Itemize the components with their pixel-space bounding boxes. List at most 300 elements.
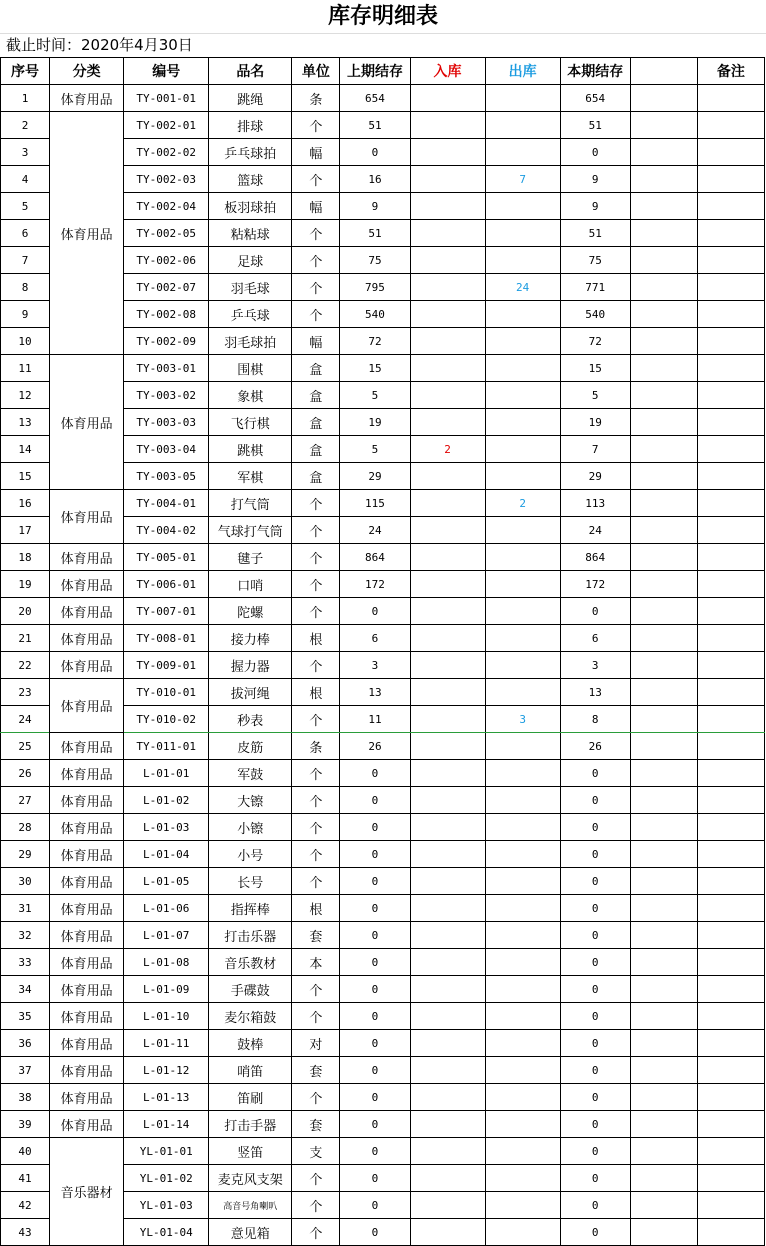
cell-code[interactable]: L-01-14	[124, 1111, 209, 1138]
header-in[interactable]: 入库	[410, 58, 485, 85]
cell-prev-balance[interactable]: 5	[340, 382, 410, 409]
cell-category[interactable]: 体育用品	[50, 1003, 124, 1030]
header-out[interactable]: 出库	[485, 58, 560, 85]
cell-prev-balance[interactable]: 15	[340, 355, 410, 382]
cell-unit[interactable]: 个	[292, 814, 340, 841]
cell-remarks[interactable]	[697, 517, 764, 544]
cell-prev-balance[interactable]: 0	[340, 976, 410, 1003]
cell-in[interactable]	[410, 625, 485, 652]
cell-prev-balance[interactable]: 0	[340, 814, 410, 841]
cell-curr-balance[interactable]: 24	[560, 517, 630, 544]
cell-seq[interactable]: 17	[1, 517, 50, 544]
cell-blank[interactable]	[630, 1084, 697, 1111]
cell-prev-balance[interactable]: 0	[340, 1084, 410, 1111]
cell-code[interactable]: TY-003-01	[124, 355, 209, 382]
cell-out[interactable]	[485, 949, 560, 976]
cell-seq[interactable]: 13	[1, 409, 50, 436]
cell-seq[interactable]: 31	[1, 895, 50, 922]
cell-unit[interactable]: 个	[292, 247, 340, 274]
cell-unit[interactable]: 幅	[292, 139, 340, 166]
cell-seq[interactable]: 34	[1, 976, 50, 1003]
cell-name[interactable]: 气球打气筒	[209, 517, 292, 544]
cell-out[interactable]	[485, 652, 560, 679]
cell-prev-balance[interactable]: 0	[340, 598, 410, 625]
cell-blank[interactable]	[630, 247, 697, 274]
cell-out[interactable]: 2	[485, 490, 560, 517]
cell-curr-balance[interactable]: 771	[560, 274, 630, 301]
cell-unit[interactable]: 个	[292, 706, 340, 733]
cell-remarks[interactable]	[697, 652, 764, 679]
cell-code[interactable]: TY-006-01	[124, 571, 209, 598]
cell-category[interactable]: 体育用品	[50, 571, 124, 598]
cell-code[interactable]: TY-003-03	[124, 409, 209, 436]
cell-curr-balance[interactable]: 6	[560, 625, 630, 652]
cell-code[interactable]: TY-002-01	[124, 112, 209, 139]
cell-curr-balance[interactable]: 9	[560, 193, 630, 220]
cell-curr-balance[interactable]: 13	[560, 679, 630, 706]
cell-unit[interactable]: 幅	[292, 328, 340, 355]
cell-in[interactable]	[410, 760, 485, 787]
cell-in[interactable]	[410, 1030, 485, 1057]
cell-prev-balance[interactable]: 24	[340, 517, 410, 544]
cell-unit[interactable]: 套	[292, 922, 340, 949]
cell-seq[interactable]: 41	[1, 1165, 50, 1192]
cell-seq[interactable]: 16	[1, 490, 50, 517]
cell-blank[interactable]	[630, 652, 697, 679]
cell-in[interactable]	[410, 355, 485, 382]
cell-remarks[interactable]	[697, 382, 764, 409]
cell-prev-balance[interactable]: 0	[340, 1057, 410, 1084]
cell-code[interactable]: L-01-07	[124, 922, 209, 949]
cell-seq[interactable]: 25	[1, 733, 50, 760]
cell-category[interactable]: 体育用品	[50, 895, 124, 922]
cell-curr-balance[interactable]: 0	[560, 1192, 630, 1219]
cell-seq[interactable]: 15	[1, 463, 50, 490]
cell-name[interactable]: 拔河绳	[209, 679, 292, 706]
cell-remarks[interactable]	[697, 409, 764, 436]
cell-seq[interactable]: 42	[1, 1192, 50, 1219]
cell-curr-balance[interactable]: 26	[560, 733, 630, 760]
cell-prev-balance[interactable]: 6	[340, 625, 410, 652]
cell-curr-balance[interactable]: 51	[560, 220, 630, 247]
cell-name[interactable]: 口哨	[209, 571, 292, 598]
cell-name[interactable]: 跳绳	[209, 85, 292, 112]
cell-curr-balance[interactable]: 15	[560, 355, 630, 382]
cell-unit[interactable]: 个	[292, 1165, 340, 1192]
cell-prev-balance[interactable]: 0	[340, 1030, 410, 1057]
cell-seq[interactable]: 1	[1, 85, 50, 112]
cell-seq[interactable]: 2	[1, 112, 50, 139]
cell-out[interactable]	[485, 1084, 560, 1111]
cell-blank[interactable]	[630, 679, 697, 706]
cell-curr-balance[interactable]: 172	[560, 571, 630, 598]
cell-name[interactable]: 手碟鼓	[209, 976, 292, 1003]
cell-unit[interactable]: 个	[292, 544, 340, 571]
cell-name[interactable]: 乒乓球	[209, 301, 292, 328]
cell-prev-balance[interactable]: 51	[340, 220, 410, 247]
cell-out[interactable]	[485, 1138, 560, 1165]
cell-code[interactable]: L-01-04	[124, 841, 209, 868]
cell-curr-balance[interactable]: 113	[560, 490, 630, 517]
cell-out[interactable]	[485, 1003, 560, 1030]
cell-remarks[interactable]	[697, 1219, 764, 1246]
cell-remarks[interactable]	[697, 112, 764, 139]
cell-blank[interactable]	[630, 976, 697, 1003]
cell-code[interactable]: TY-002-09	[124, 328, 209, 355]
cell-out[interactable]: 3	[485, 706, 560, 733]
cell-curr-balance[interactable]: 19	[560, 409, 630, 436]
cell-out[interactable]	[485, 976, 560, 1003]
cell-prev-balance[interactable]: 0	[340, 922, 410, 949]
cell-seq[interactable]: 20	[1, 598, 50, 625]
cell-name[interactable]: 音乐教材	[209, 949, 292, 976]
cell-name[interactable]: 长号	[209, 868, 292, 895]
cell-seq[interactable]: 22	[1, 652, 50, 679]
cell-out[interactable]	[485, 517, 560, 544]
cell-remarks[interactable]	[697, 139, 764, 166]
cell-blank[interactable]	[630, 1138, 697, 1165]
cell-unit[interactable]: 个	[292, 571, 340, 598]
cell-curr-balance[interactable]: 9	[560, 166, 630, 193]
cell-curr-balance[interactable]: 654	[560, 85, 630, 112]
cell-out[interactable]: 7	[485, 166, 560, 193]
cell-seq[interactable]: 43	[1, 1219, 50, 1246]
cell-in[interactable]	[410, 517, 485, 544]
cell-name[interactable]: 大镲	[209, 787, 292, 814]
cell-in[interactable]	[410, 652, 485, 679]
cell-in[interactable]	[410, 247, 485, 274]
cell-remarks[interactable]	[697, 598, 764, 625]
cell-blank[interactable]	[630, 787, 697, 814]
cell-in[interactable]	[410, 193, 485, 220]
cell-out[interactable]	[485, 1165, 560, 1192]
cell-remarks[interactable]	[697, 490, 764, 517]
cell-name[interactable]: 哨笛	[209, 1057, 292, 1084]
cell-in[interactable]	[410, 841, 485, 868]
cell-blank[interactable]	[630, 436, 697, 463]
header-category[interactable]: 分类	[50, 58, 124, 85]
cell-remarks[interactable]	[697, 814, 764, 841]
cell-name[interactable]: 打击乐器	[209, 922, 292, 949]
cell-prev-balance[interactable]: 795	[340, 274, 410, 301]
cell-category[interactable]: 音乐器材	[50, 1138, 124, 1246]
cell-remarks[interactable]	[697, 706, 764, 733]
cell-prev-balance[interactable]: 75	[340, 247, 410, 274]
cell-blank[interactable]	[630, 1111, 697, 1138]
cell-blank[interactable]	[630, 922, 697, 949]
header-seq[interactable]: 序号	[1, 58, 50, 85]
cell-in[interactable]	[410, 1084, 485, 1111]
cell-prev-balance[interactable]: 172	[340, 571, 410, 598]
cell-code[interactable]: L-01-13	[124, 1084, 209, 1111]
cell-curr-balance[interactable]: 0	[560, 868, 630, 895]
cell-code[interactable]: TY-005-01	[124, 544, 209, 571]
cell-seq[interactable]: 27	[1, 787, 50, 814]
cell-prev-balance[interactable]: 51	[340, 112, 410, 139]
cell-curr-balance[interactable]: 0	[560, 1057, 630, 1084]
cell-unit[interactable]: 盒	[292, 436, 340, 463]
cell-blank[interactable]	[630, 598, 697, 625]
cell-out[interactable]	[485, 760, 560, 787]
cell-unit[interactable]: 根	[292, 679, 340, 706]
header-name[interactable]: 品名	[209, 58, 292, 85]
cell-in[interactable]	[410, 490, 485, 517]
cell-prev-balance[interactable]: 5	[340, 436, 410, 463]
cell-seq[interactable]: 7	[1, 247, 50, 274]
cell-in[interactable]	[410, 787, 485, 814]
cell-blank[interactable]	[630, 895, 697, 922]
cell-code[interactable]: TY-002-05	[124, 220, 209, 247]
cell-prev-balance[interactable]: 13	[340, 679, 410, 706]
cell-seq[interactable]: 32	[1, 922, 50, 949]
cell-curr-balance[interactable]: 0	[560, 949, 630, 976]
cell-blank[interactable]	[630, 1003, 697, 1030]
cell-out[interactable]	[485, 247, 560, 274]
cell-remarks[interactable]	[697, 1138, 764, 1165]
cell-name[interactable]: 高音号角喇叭	[209, 1192, 292, 1219]
cell-category[interactable]: 体育用品	[50, 598, 124, 625]
cell-curr-balance[interactable]: 0	[560, 922, 630, 949]
cell-in[interactable]	[410, 139, 485, 166]
cell-name[interactable]: 象棋	[209, 382, 292, 409]
cell-prev-balance[interactable]: 0	[340, 895, 410, 922]
cell-prev-balance[interactable]: 0	[340, 787, 410, 814]
cell-in[interactable]	[410, 1165, 485, 1192]
cell-blank[interactable]	[630, 1219, 697, 1246]
cell-seq[interactable]: 28	[1, 814, 50, 841]
cell-in[interactable]	[410, 598, 485, 625]
cell-prev-balance[interactable]: 0	[340, 139, 410, 166]
cell-remarks[interactable]	[697, 166, 764, 193]
cell-out[interactable]	[485, 436, 560, 463]
cell-name[interactable]: 指挥棒	[209, 895, 292, 922]
cell-in[interactable]	[410, 976, 485, 1003]
cell-seq[interactable]: 9	[1, 301, 50, 328]
cell-blank[interactable]	[630, 193, 697, 220]
cell-seq[interactable]: 26	[1, 760, 50, 787]
cell-seq[interactable]: 11	[1, 355, 50, 382]
cell-prev-balance[interactable]: 0	[340, 1192, 410, 1219]
cell-blank[interactable]	[630, 841, 697, 868]
cell-remarks[interactable]	[697, 625, 764, 652]
cell-remarks[interactable]	[697, 355, 764, 382]
cell-in[interactable]	[410, 166, 485, 193]
cell-unit[interactable]: 盒	[292, 355, 340, 382]
cell-prev-balance[interactable]: 0	[340, 760, 410, 787]
cell-name[interactable]: 飞行棋	[209, 409, 292, 436]
cell-out[interactable]	[485, 544, 560, 571]
cell-out[interactable]	[485, 922, 560, 949]
cell-code[interactable]: L-01-10	[124, 1003, 209, 1030]
cell-out[interactable]	[485, 1219, 560, 1246]
cell-remarks[interactable]	[697, 436, 764, 463]
cell-out[interactable]	[485, 220, 560, 247]
cell-unit[interactable]: 套	[292, 1057, 340, 1084]
cell-name[interactable]: 军鼓	[209, 760, 292, 787]
cell-seq[interactable]: 24	[1, 706, 50, 733]
cell-code[interactable]: YL-01-03	[124, 1192, 209, 1219]
cell-remarks[interactable]	[697, 733, 764, 760]
cell-category[interactable]: 体育用品	[50, 733, 124, 760]
cell-curr-balance[interactable]: 0	[560, 1003, 630, 1030]
cell-name[interactable]: 打气筒	[209, 490, 292, 517]
cell-code[interactable]: TY-003-04	[124, 436, 209, 463]
cell-seq[interactable]: 14	[1, 436, 50, 463]
cell-unit[interactable]: 个	[292, 787, 340, 814]
cell-prev-balance[interactable]: 0	[340, 1219, 410, 1246]
cell-out[interactable]	[485, 301, 560, 328]
cell-name[interactable]: 竖笛	[209, 1138, 292, 1165]
cell-name[interactable]: 军棋	[209, 463, 292, 490]
cell-remarks[interactable]	[697, 85, 764, 112]
cell-code[interactable]: TY-004-01	[124, 490, 209, 517]
cell-code[interactable]: TY-007-01	[124, 598, 209, 625]
cell-out[interactable]	[485, 463, 560, 490]
cell-curr-balance[interactable]: 864	[560, 544, 630, 571]
cell-in[interactable]	[410, 949, 485, 976]
cell-out[interactable]	[485, 1057, 560, 1084]
cell-blank[interactable]	[630, 355, 697, 382]
cell-curr-balance[interactable]: 51	[560, 112, 630, 139]
cell-curr-balance[interactable]: 0	[560, 1219, 630, 1246]
cell-code[interactable]: L-01-08	[124, 949, 209, 976]
cell-in[interactable]	[410, 706, 485, 733]
cell-curr-balance[interactable]: 0	[560, 895, 630, 922]
cell-unit[interactable]: 个	[292, 517, 340, 544]
cell-out[interactable]	[485, 868, 560, 895]
cell-code[interactable]: L-01-09	[124, 976, 209, 1003]
cell-unit[interactable]: 条	[292, 85, 340, 112]
cell-unit[interactable]: 个	[292, 1003, 340, 1030]
cell-blank[interactable]	[630, 463, 697, 490]
cell-blank[interactable]	[630, 220, 697, 247]
cell-name[interactable]: 毽子	[209, 544, 292, 571]
cell-in[interactable]	[410, 1111, 485, 1138]
cell-out[interactable]	[485, 841, 560, 868]
cell-seq[interactable]: 5	[1, 193, 50, 220]
cell-name[interactable]: 羽毛球拍	[209, 328, 292, 355]
cell-category[interactable]: 体育用品	[50, 625, 124, 652]
cell-remarks[interactable]	[697, 463, 764, 490]
cell-out[interactable]	[485, 598, 560, 625]
cell-prev-balance[interactable]: 0	[340, 1003, 410, 1030]
cell-in[interactable]	[410, 328, 485, 355]
cell-category[interactable]: 体育用品	[50, 760, 124, 787]
cell-prev-balance[interactable]: 0	[340, 1165, 410, 1192]
cell-in[interactable]	[410, 274, 485, 301]
cell-curr-balance[interactable]: 7	[560, 436, 630, 463]
cell-unit[interactable]: 盒	[292, 463, 340, 490]
cell-blank[interactable]	[630, 949, 697, 976]
cell-remarks[interactable]	[697, 328, 764, 355]
cell-out[interactable]	[485, 625, 560, 652]
cell-category[interactable]: 体育用品	[50, 787, 124, 814]
cell-remarks[interactable]	[697, 1165, 764, 1192]
cell-out[interactable]	[485, 355, 560, 382]
cell-name[interactable]: 笛刷	[209, 1084, 292, 1111]
cell-remarks[interactable]	[697, 760, 764, 787]
cell-out[interactable]	[485, 679, 560, 706]
cell-out[interactable]	[485, 409, 560, 436]
cell-seq[interactable]: 35	[1, 1003, 50, 1030]
cell-unit[interactable]: 个	[292, 760, 340, 787]
cell-name[interactable]: 意见箱	[209, 1219, 292, 1246]
cell-seq[interactable]: 8	[1, 274, 50, 301]
cell-out[interactable]	[485, 139, 560, 166]
cell-blank[interactable]	[630, 625, 697, 652]
cell-code[interactable]: L-01-03	[124, 814, 209, 841]
cell-category[interactable]: 体育用品	[50, 355, 124, 490]
cell-out[interactable]	[485, 787, 560, 814]
cell-name[interactable]: 小号	[209, 841, 292, 868]
cell-blank[interactable]	[630, 814, 697, 841]
cell-curr-balance[interactable]: 0	[560, 1084, 630, 1111]
cell-name[interactable]: 粘粘球	[209, 220, 292, 247]
cell-curr-balance[interactable]: 0	[560, 814, 630, 841]
cell-code[interactable]: YL-01-02	[124, 1165, 209, 1192]
cell-category[interactable]: 体育用品	[50, 868, 124, 895]
cell-unit[interactable]: 本	[292, 949, 340, 976]
cell-out[interactable]	[485, 85, 560, 112]
cell-out[interactable]	[485, 1030, 560, 1057]
cell-blank[interactable]	[630, 760, 697, 787]
cell-in[interactable]	[410, 733, 485, 760]
cell-blank[interactable]	[630, 733, 697, 760]
cell-remarks[interactable]	[697, 895, 764, 922]
cell-prev-balance[interactable]: 0	[340, 1111, 410, 1138]
cell-curr-balance[interactable]: 0	[560, 760, 630, 787]
cell-in[interactable]	[410, 544, 485, 571]
cell-unit[interactable]: 个	[292, 1084, 340, 1111]
cell-code[interactable]: YL-01-01	[124, 1138, 209, 1165]
cell-unit[interactable]: 个	[292, 220, 340, 247]
cell-curr-balance[interactable]: 8	[560, 706, 630, 733]
cell-remarks[interactable]	[697, 1030, 764, 1057]
cell-curr-balance[interactable]: 0	[560, 1165, 630, 1192]
cell-remarks[interactable]	[697, 679, 764, 706]
cell-blank[interactable]	[630, 1057, 697, 1084]
cell-unit[interactable]: 套	[292, 1111, 340, 1138]
cell-seq[interactable]: 33	[1, 949, 50, 976]
cell-name[interactable]: 排球	[209, 112, 292, 139]
header-remarks[interactable]: 备注	[697, 58, 764, 85]
cell-in[interactable]	[410, 895, 485, 922]
cell-code[interactable]: TY-011-01	[124, 733, 209, 760]
cell-seq[interactable]: 3	[1, 139, 50, 166]
cell-prev-balance[interactable]: 0	[340, 1138, 410, 1165]
cell-category[interactable]: 体育用品	[50, 1084, 124, 1111]
cell-seq[interactable]: 12	[1, 382, 50, 409]
cell-remarks[interactable]	[697, 787, 764, 814]
header-blank[interactable]	[630, 58, 697, 85]
cell-curr-balance[interactable]: 0	[560, 139, 630, 166]
cell-prev-balance[interactable]: 19	[340, 409, 410, 436]
cell-unit[interactable]: 个	[292, 301, 340, 328]
cell-prev-balance[interactable]: 540	[340, 301, 410, 328]
cell-blank[interactable]	[630, 139, 697, 166]
cell-code[interactable]: TY-002-02	[124, 139, 209, 166]
cell-code[interactable]: TY-010-02	[124, 706, 209, 733]
header-unit[interactable]: 单位	[292, 58, 340, 85]
cell-seq[interactable]: 30	[1, 868, 50, 895]
cell-category[interactable]: 体育用品	[50, 85, 124, 112]
cell-in[interactable]	[410, 814, 485, 841]
cell-in[interactable]	[410, 1057, 485, 1084]
cell-remarks[interactable]	[697, 841, 764, 868]
cell-in[interactable]	[410, 409, 485, 436]
cell-unit[interactable]: 幅	[292, 193, 340, 220]
cell-code[interactable]: L-01-01	[124, 760, 209, 787]
